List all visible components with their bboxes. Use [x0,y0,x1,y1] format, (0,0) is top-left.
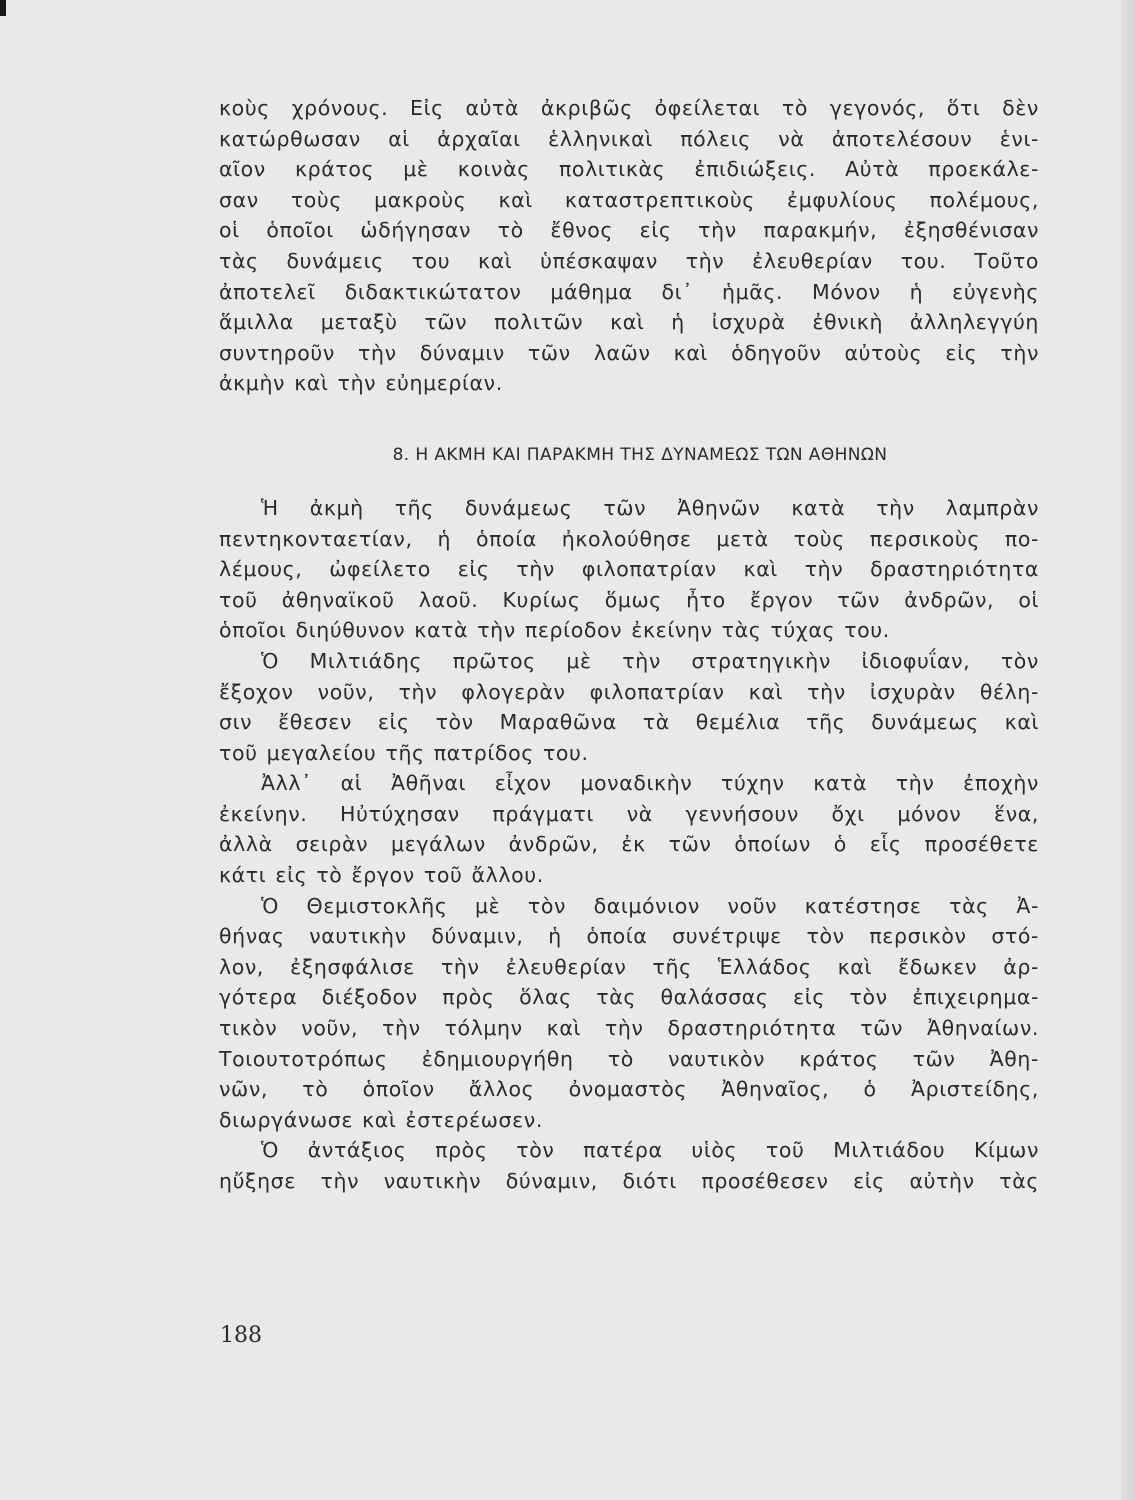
text-line: αῖον κράτος μὲ κοινὰς πολιτικὰς ἐπιδιώξεις. Αὐτὰ προεκάλε- [219,157,1039,182]
paragraph-acme [219,493,1039,646]
text-line: νῶν, τὸ ὁποῖον ἄλλος ὀνομαστὸς Ἀθηναῖος, ὁ Ἀριστείδης, [219,1077,1039,1102]
text-line: ὁποῖοι διηύθυνον κατὰ τὴν περίοδον ἐκείνην τὰς τύχας του. [219,618,890,643]
text-line: κατώρθωσαν αἱ ἀρχαῖαι ἑλληνικαὶ πόλεις νὰ ἀποτελέσουν ἑνι- [219,126,1039,151]
text-line: Ὁ ἀντάξιος πρὸς τὸν πατέρα υἱὸς τοῦ Μιλτιάδου Κίμων [261,1138,1039,1163]
text-line: Ὁ Θεμιστοκλῆς μὲ τὸν δαιμόνιον νοῦν κατέστησε τὰς Ἀ- [261,893,1039,918]
paragraph-kimon [219,1135,1039,1196]
text-line: Ὁ Μιλτιάδης πρῶτος μὲ τὴν στρατηγικὴν ἰδιοφυΐαν, τὸν [261,648,1039,673]
text-line: κοὺς χρόνους. Εἰς αὐτὰ ἀκριβῶς ὀφείλεται τὸ γεγονός, ὅτι δὲν [219,96,1039,120]
text-line: ἀλλὰ σειρὰν μεγάλων ἀνδρῶν, ἐκ τῶν ὁποίων ὁ εἷς προσέθετε [219,832,1039,857]
scan-corner-mark [0,0,6,16]
text-line: τοῦ μεγαλείου τῆς πατρίδος του. [219,740,589,765]
paragraph-fortune [219,768,1039,890]
text-line: Ἀλλ᾽ αἱ Ἀθῆναι εἶχον μοναδικὴν τύχην κατὰ τὴν ἐποχὴν [261,771,1039,796]
text-line: πεντηκονταετίαν, ἡ ὁποία ἠκολούθησε μετὰ τοὺς περσικοὺς πο- [219,526,1039,551]
text-line: ἔξοχον νοῦν, τὴν φλογερὰν φιλοπατρίαν καὶ τὴν ἰσχυρὰν θέλη- [219,679,1039,704]
text-line: ηὔξησε τὴν ναυτικὴν δύναμιν, διότι προσέθεσεν εἰς αὐτὴν τὰς [219,1169,1039,1193]
text-line: ἀκμὴν καὶ τὴν εὐημερίαν. [219,371,503,396]
paragraph-themistocles [219,891,1039,1136]
page-edge-shadow [1121,0,1135,1500]
section-heading: 8. Η ΑΚΜΗ ΚΑΙ ΠΑΡΑΚΜΗ ΤΗΣ ΔΥΝΑΜΕΩΣ ΤΩΝ ΑΘΗΝΩΝ [392,444,888,465]
paragraph-miltiades [219,646,1039,768]
text-line: λον, ἐξησφάλισε τὴν ἐλευθερίαν τῆς Ἑλλάδος καὶ ἔδωκεν ἀρ- [219,954,1039,979]
text-line: ἅμιλλα μεταξὺ τῶν πολιτῶν καὶ ἡ ἰσχυρὰ ἐθνικὴ ἀλληλεγγύη [219,310,1039,335]
text-line: τικὸν νοῦν, τὴν τόλμην καὶ τὴν δραστηριότητα τῶν Ἀθηναίων. [219,1016,1039,1041]
text-line: τοῦ ἀθηναϊκοῦ λαοῦ. Κυρίως ὅμως ἦτο ἔργον τῶν ἀνδρῶν, οἱ [219,587,1039,612]
text-line: Τοιουτοτρόπως ἐδημιουργήθη τὸ ναυτικὸν κράτος τῶν Ἀθη- [219,1046,1039,1071]
text-line: οἱ ὁποῖοι ὡδήγησαν τὸ ἔθνος εἰς τὴν παρακμήν, ἐξησθένισαν [219,218,1039,243]
text-line: συντηροῦν τὴν δύναμιν τῶν λαῶν καὶ ὁδηγοῦν αὐτοὺς εἰς τὴν [219,340,1039,365]
text-line: λέμους, ὠφείλετο εἰς τὴν φιλοπατρίαν καὶ τὴν δραστηριότητα [219,557,1039,582]
text-line: Ἡ ἀκμὴ τῆς δυνάμεως τῶν Ἀθηνῶν κατὰ τὴν λαμπρὰν [261,495,1039,520]
text-line: ἀποτελεῖ διδακτικώτατον μάθημα δι᾽ ἡμᾶς. Μόνον ἡ εὐγενὴς [219,279,1039,304]
text-line: σαν τοὺς μακροὺς καὶ καταστρεπτικοὺς ἐμφυλίους πολέμους, [219,187,1039,212]
text-line: κάτι εἰς τὸ ἔργον τοῦ ἄλλου. [219,863,544,888]
intro-paragraph [219,93,1039,399]
page-number: 188 [220,1323,262,1348]
text-line: διωργάνωσε καὶ ἐστερέωσεν. [219,1107,543,1132]
text-line: σιν ἔθεσεν εἰς τὸν Μαραθῶνα τὰ θεμέλια τῆς δυνάμεως καὶ [219,710,1039,735]
text-line: τὰς δυνάμεις του καὶ ὑπέσκαψαν τὴν ἐλευθερίαν του. Τοῦτο [219,248,1039,273]
text-line: γότερα διέξοδον πρὸς ὅλας τὰς θαλάσσας εἰς τὸν ἐπιχειρημα- [219,985,1039,1010]
text-line: ἐκείνην. Ηὐτύχησαν πράγματι νὰ γεννήσουν ὄχι μόνον ἕνα, [219,801,1039,826]
book-page [219,93,1039,1197]
text-line: θήνας ναυτικὴν δύναμιν, ἡ ὁποία συνέτριψε τὸν περσικὸν στό- [219,924,1039,949]
